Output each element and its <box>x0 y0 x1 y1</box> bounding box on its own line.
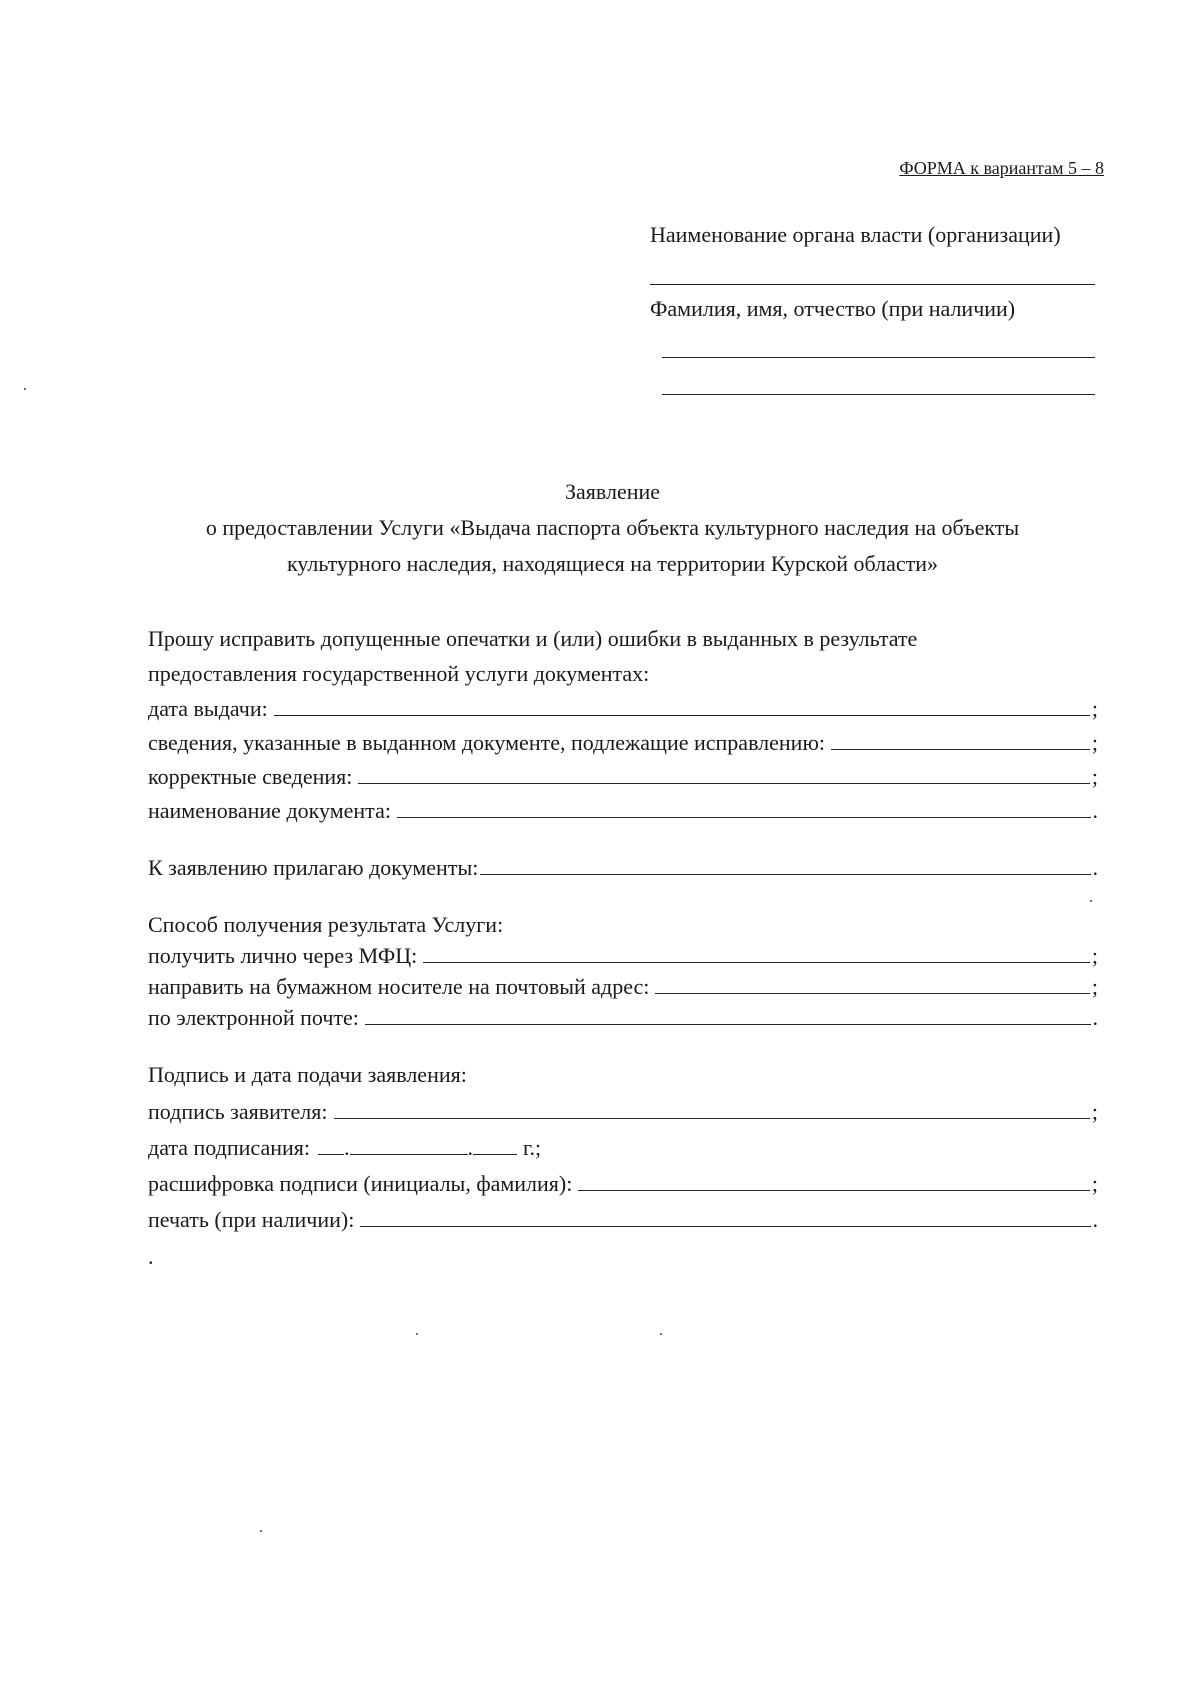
attachments-row <box>148 853 1098 883</box>
info-to-fix-label: сведения, указанные в выданном документе, подлежащие исправлению: <box>148 730 826 755</box>
seal-row <box>148 1205 1098 1235</box>
attachments-end: . <box>1092 855 1098 880</box>
title-line-2: культурного наследия, находящиеся на территории Курской области» <box>286 551 939 576</box>
correct-info-row <box>148 762 1098 792</box>
signature-blank[interactable] <box>334 1098 1090 1119</box>
document-title <box>140 474 1085 582</box>
signature-decoding-end: ; <box>1091 1171 1098 1196</box>
document-name-row <box>148 796 1098 826</box>
post-row <box>148 972 1098 1002</box>
signature-heading: Подпись и дата подачи заявления: <box>148 1062 467 1087</box>
mfc-row <box>148 941 1098 971</box>
title-heading: Заявление <box>564 479 661 504</box>
footnote-dot: . <box>148 1244 154 1269</box>
correct-info-blank[interactable] <box>358 763 1089 784</box>
applicant-name-label: Фамилия, имя, отчество (при наличии) <box>650 296 1016 321</box>
authority-blank[interactable] <box>650 284 1095 285</box>
info-to-fix-row <box>148 728 1098 758</box>
post-label: направить на бумажном носителе на почтовый адрес: <box>148 974 650 999</box>
signature-row <box>148 1097 1098 1127</box>
delivery-heading: Способ получения результата Услуги: <box>148 912 504 937</box>
mfc-end: ; <box>1091 943 1098 968</box>
scan-speck <box>24 388 26 390</box>
correct-info-end: ; <box>1091 764 1098 789</box>
issue-date-label: дата выдачи: <box>148 696 268 721</box>
post-end: ; <box>1091 974 1098 999</box>
scan-speck <box>260 1530 262 1532</box>
scan-speck <box>660 1333 662 1335</box>
signature-decoding-label: расшифровка подписи (инициалы, фамилия): <box>148 1171 573 1196</box>
signing-date-sep-1: . <box>344 1135 350 1160</box>
signing-month-blank[interactable] <box>350 1134 468 1155</box>
signing-date-suffix: г.; <box>523 1135 542 1160</box>
seal-blank[interactable] <box>360 1206 1090 1227</box>
signature-label: подпись заявителя: <box>148 1099 328 1124</box>
signing-date-row <box>148 1133 541 1163</box>
seal-end: . <box>1092 1207 1098 1232</box>
email-row <box>148 1003 1098 1033</box>
signing-date-label: дата подписания: <box>148 1135 310 1160</box>
scan-speck <box>1090 900 1092 902</box>
title-line-1: о предоставлении Услуги «Выдача паспорта объекта культурного наследия на объекты <box>205 515 1020 540</box>
correct-info-label: корректные сведения: <box>148 764 353 789</box>
issue-date-blank[interactable] <box>274 695 1090 716</box>
mfc-blank[interactable] <box>423 942 1090 963</box>
signature-decoding-blank[interactable] <box>578 1170 1090 1191</box>
signing-day-blank[interactable] <box>318 1134 344 1155</box>
authority-label: Наименование органа власти (организации) <box>650 222 1061 247</box>
signature-decoding-row <box>148 1169 1098 1199</box>
signature-end: ; <box>1091 1099 1098 1124</box>
email-blank[interactable] <box>365 1004 1091 1025</box>
document-name-blank[interactable] <box>397 797 1091 818</box>
recipient-header <box>650 0 1110 400</box>
request-line-2: предоставления государственной услуги документах: <box>148 661 650 686</box>
info-to-fix-end: ; <box>1091 730 1098 755</box>
attachments-label: К заявлению прилагаю документы: <box>148 855 479 880</box>
applicant-name-blank-2[interactable] <box>662 394 1095 395</box>
signing-date-sep-2: . <box>467 1135 473 1160</box>
email-label: по электронной почте: <box>148 1005 359 1030</box>
info-to-fix-blank[interactable] <box>831 729 1090 750</box>
request-line-1: Прошу исправить допущенные опечатки и (или) ошибки в выданных в результате <box>148 626 918 651</box>
email-end: . <box>1092 1005 1098 1030</box>
signing-year-blank[interactable] <box>473 1134 517 1155</box>
post-blank[interactable] <box>655 973 1089 994</box>
applicant-name-blank-1[interactable] <box>662 357 1095 358</box>
form-variant-label: ФОРМА к вариантам 5 – 8 <box>899 158 1104 178</box>
document-name-end: . <box>1092 798 1098 823</box>
seal-label: печать (при наличии): <box>148 1207 355 1232</box>
scan-speck <box>416 1333 418 1335</box>
issue-date-row <box>148 694 1098 724</box>
attachments-blank[interactable] <box>480 854 1090 875</box>
document-name-label: наименование документа: <box>148 798 391 823</box>
issue-date-end: ; <box>1091 696 1098 721</box>
mfc-label: получить лично через МФЦ: <box>148 943 418 968</box>
